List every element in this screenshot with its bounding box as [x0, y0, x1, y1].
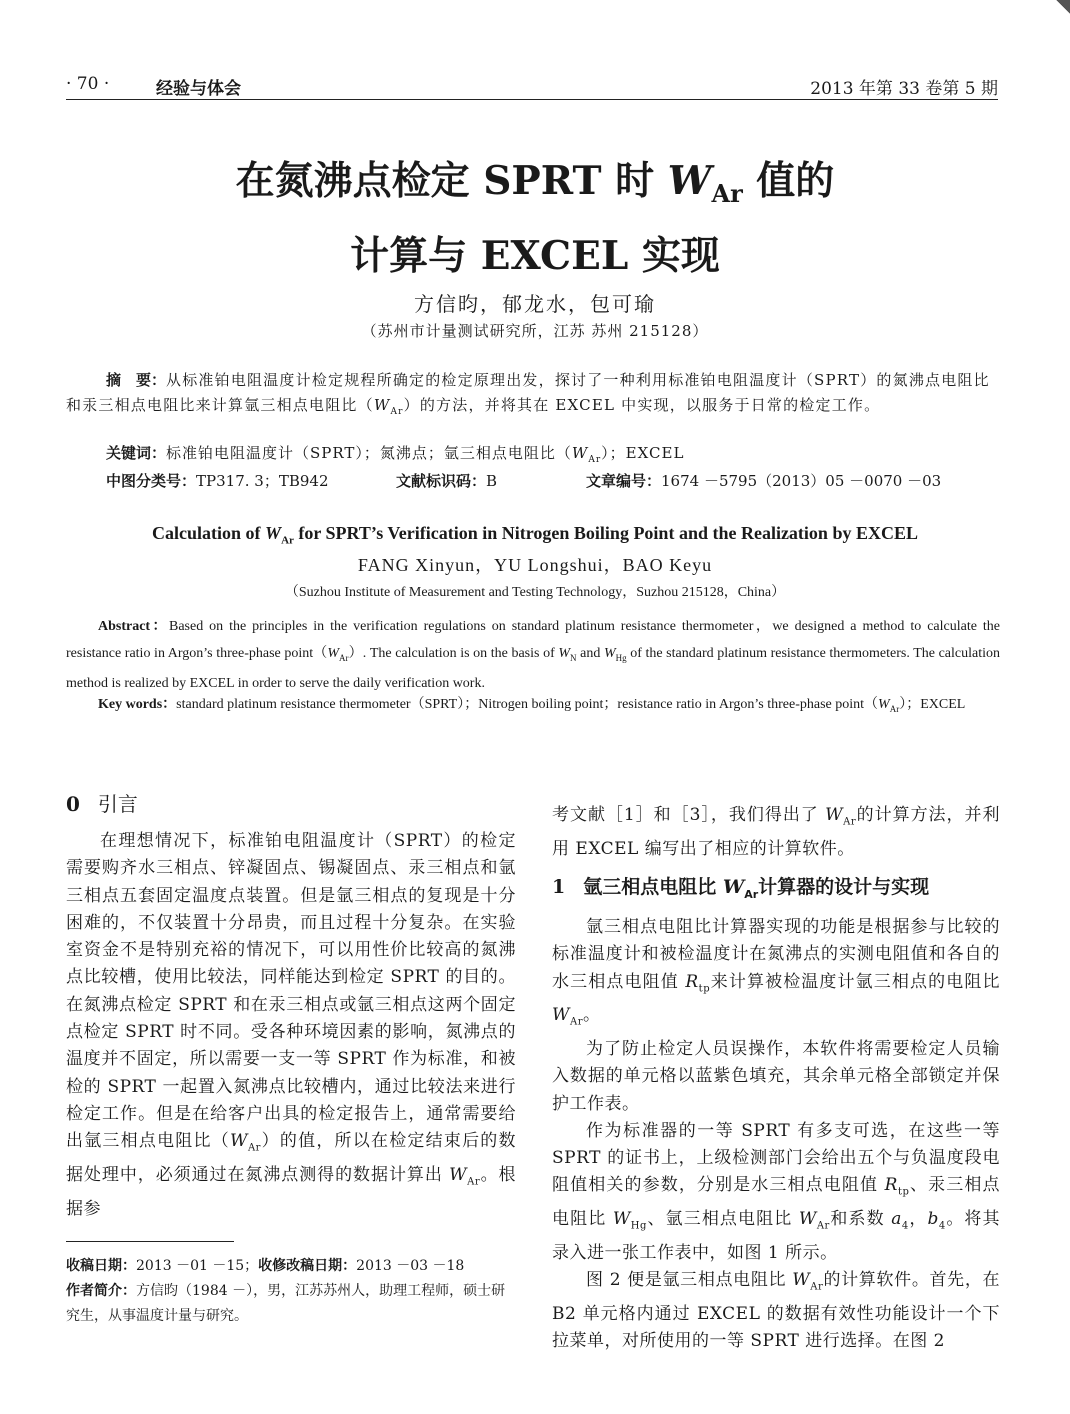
intro-paragraph: 在理想情况下，标准铂电阻温度计（SPRT）的检定需要购齐水三相点、锌凝固点、锡凝固点、汞三相点和氩三相点五套固定温度点装置。但是氩三相点的复现是十分困难的，不仅装置十分昂贵，而且过程十分复杂。在实验室资金不是特别充裕的情况下，可以用性价比较高的氮沸点比较槽，使用比较法，同样能达到检定 SPRT 的目的。在氮沸点检定 SPRT 和在汞三相点或氩三相点这两个固定点检定 SPRT 时不同。受各种环境因素的影响，氮沸点的温度并不固定，所以需要一支一等 SPRT 作为标准，和被检的 SPRT 一起置入氮沸点比较槽内，通过比较法来进行检定工作。但是在给客户出具的检定报告上，通常需要给出氩三相点电阻比$(W_{Ar})$的值，所以在检定结束后的数据处理中，必须通过在氮沸点测得的数据计算出 $W_{Ar}$。根据参	[66, 831, 517, 1219]
affiliation: （苏州市计量测试研究所，江苏 苏州 215128）	[361, 322, 709, 340]
header-rule	[66, 99, 998, 100]
abstract-zh: 摘 要：从标准铂电阻温度计检定规程所确定的检定原理出发，探讨了一种利用标准铂电阻温度计（SPRT）的氮沸点电阻比和汞三相点电阻比来计算氩三相点电阻比$(W_{Ar})$的方法，并将其在 EXCEL 中实现，以服务于日常的检定工作。	[66, 371, 990, 417]
footnote-rule	[66, 1241, 234, 1242]
title-line-2: 计算与 EXCEL 实现	[350, 233, 720, 279]
right-column-body	[552, 914, 1000, 1355]
running-header	[66, 74, 998, 100]
english-affiliation: （Suzhou Institute of Measurement and Testing Technology，Suzhou 215128，China）	[284, 585, 786, 600]
section-1-paragraph-4: 图 2 便是氩三相点电阻比 $W_{Ar}$的计算软件。首先，在 B2 单元格内通过 EXCEL 的数据有效性功能设计一个下拉菜单，对所使用的一等 SPRT 进行选择。在图 2	[552, 1270, 1001, 1352]
keywords-zh: 关键词：标准铂电阻温度计（SPRT）；氮沸点；氩三相点电阻比$(W_{Ar})$；EXCEL	[106, 444, 685, 465]
left-column	[66, 828, 516, 1223]
english-title: Calculation of $W_{Ar}$ for SPRT’s Verification in Nitrogen Boiling Point and the Realization by EXCEL	[152, 523, 918, 547]
clc-number: 中图分类号：TP317. 3；TB942	[106, 472, 329, 490]
english-keywords: Key words：standard platinum resistance thermometer（SPRT）；Nitrogen boiling point；resistance ratio in Argon’s three-phase $point(W_{Ar})$；EXCEL	[98, 697, 966, 714]
article-number: 文章编号：1674 －5795（2013）05 －0070 －03	[586, 472, 942, 490]
section-name: 经验与体会	[156, 79, 241, 99]
page-corner	[1056, 0, 1070, 14]
section-0-heading: 0 引言	[66, 792, 138, 816]
abstract-label: 摘 要：	[106, 371, 167, 389]
doc-code: 文献标识码：B	[396, 472, 498, 490]
intro-continuation: 考文献［1］和［3］，我们得出了 $W_{Ar}$的计算方法，并利用 EXCEL 编写出了相应的计算软件。	[552, 805, 1000, 859]
section-1-paragraph-3: 作为标准器的一等 SPRT 有多支可选，在这些一等 SPRT 的证书上，上级检测部门会给出五个与负温度段电阻值相关的参数，分别是水三相点电阻值 $R_{tp}$、汞三相点电阻比 $W_{Hg}$、氩三相点电阻比 $W_{Ar}$和系数 $a_4$，$b_4$。将其录入进一张工作表中，如图 1 所示。	[552, 1120, 1001, 1263]
paper-title	[0, 150, 1070, 288]
footnote: 收稿日期：2013 －01 －15；收修改稿日期：2013 －03 －18 作者简介：方信昀（1984 －），男，江苏苏州人，助理工程师，硕士研究生，从事温度计量与研究。	[66, 1258, 506, 1324]
right-column-top	[552, 802, 1000, 863]
authors: 方信昀，郁龙水，包可瑜	[414, 292, 656, 316]
title-line-1: 在氮沸点检定 SPRT 时 $W_{Ar}$ 值的	[235, 158, 835, 208]
page-number: · 70 ·	[66, 74, 110, 94]
issue-info: 2013 年第 33 卷第 5 期	[810, 79, 998, 99]
section-1-paragraph-2: 为了防止检定人员误操作，本软件将需要检定人员输入数据的单元格以蓝紫色填充，其余单元格全部锁定并保护工作表。	[552, 1038, 1000, 1114]
english-authors: FANG Xinyun，YU Longshui，BAO Keyu	[357, 555, 713, 575]
section-1-paragraph-1: 氩三相点电阻比计算器实现的功能是根据参与比较的标准温度计和被检温度计在氮沸点的实测电阻值和各自的水三相点电阻值 $R_{tp}$来计算被检温度计氩三相点的电阻比 $W_{Ar}$。	[552, 917, 1000, 1028]
english-abstract: Abstract：Based on the principles in the verification regulations on standard platinum resistance thermometer，we designed a method to calculate the resistance ratio in Argon’s three-phase $point(W_{Ar})$. The calculation is on the basis of $W_N$ and $W_{Hg}$ of the standard platinum resistance thermometers. The calculation method is realized by EXCEL in order to serve the daily verification work.	[66, 619, 1000, 691]
section-1-heading: 1 氩三相点电阻比 $W_{Ar}$计算器的设计与实现	[552, 876, 930, 901]
